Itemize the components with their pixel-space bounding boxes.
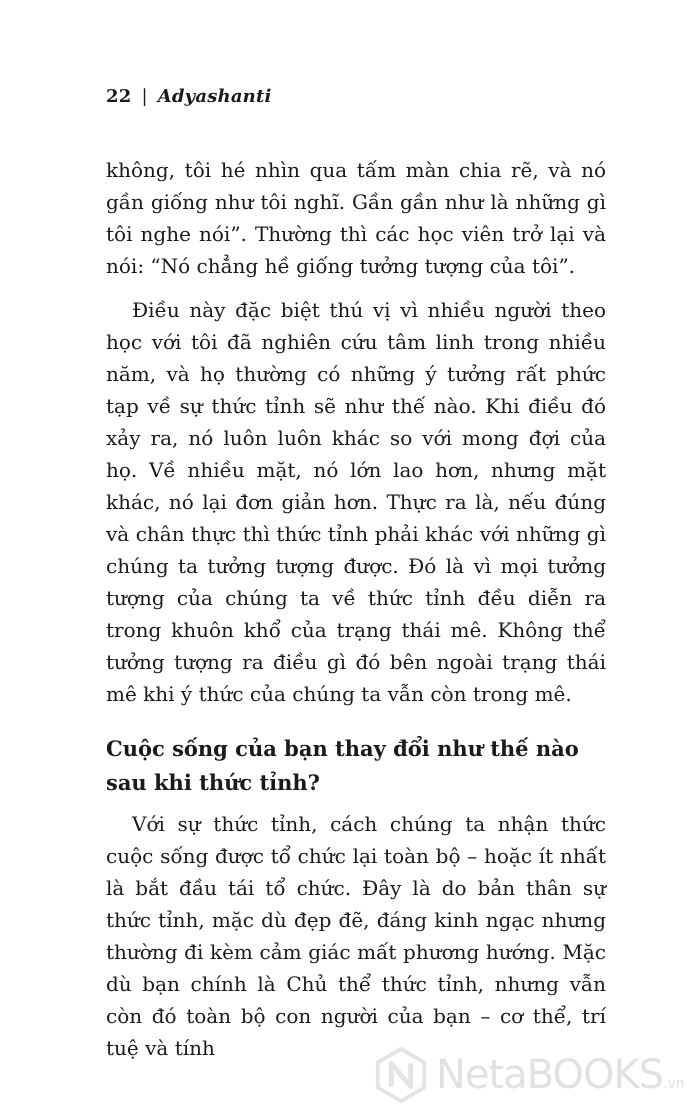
body-text [106,154,606,710]
author-name: Adyashanti [157,86,272,107]
netabooks-logo-icon [372,1046,430,1104]
running-head [106,86,272,107]
watermark-brand-name: NetaBOOKS [436,1052,664,1098]
section-paragraph: Với sự thức tỉnh, cách chúng ta nhận thức cuộc sống được tổ chức lại toàn bộ – hoặc ít nhất là bắt đầu tái tổ chức. Đây là do bản thân sự thức tỉnh, mặc dù đẹp đẽ, đáng kinh ngạc nhưng thường đi kèm cảm giác mất phương hướng. Mặc dù bạn chính là Chủ thể thức tỉnh, nhưng vẫn còn đó toàn bộ con người của bạn – cơ thể, trí tuệ và tính [106,812,606,1060]
section-body-text [106,808,606,1064]
paragraph-continued: không, tôi hé nhìn qua tấm màn chia rẽ, và nó gần giống như tôi nghĩ. Gần gần như là những gì tôi nghe nói”. Thường thì các học viên trở lại và nói: “Nó chẳng hề giống tưởng tượng của tôi”. [106,158,606,278]
watermark-suffix: .vn [663,1076,685,1092]
watermark-brand [436,1052,685,1098]
header-separator: | [141,86,148,107]
watermark [372,1044,694,1106]
page-number: 22 [106,86,132,107]
section-heading: Cuộc sống của bạn thay đổi như thế nào sau khi thức tỉnh? [106,736,579,795]
paragraph: Điều này đặc biệt thú vị vì nhiều người theo học với tôi đã nghiên cứu tâm linh trong nhiều năm, và họ thường có những ý tưởng rất phức tạp về sự thức tỉnh sẽ như thế nào. Khi điều đó xảy ra, nó luôn luôn khác so với mong đợi của họ. Về nhiều mặt, nó lớn lao hơn, nhưng mặt khác, nó lại đơn giản hơn. Thực ra là, nếu đúng và chân thực thì thức tỉnh phải khác với những gì chúng ta tưởng tượng được. Đó là vì mọi tưởng tượng của chúng ta về thức tỉnh đều diễn ra trong khuôn khổ của trạng thái mê. Không thể tưởng tượng ra điều gì đó bên ngoài trạng thái mê khi ý thức của chúng ta vẫn còn trong mê. [106,298,606,706]
